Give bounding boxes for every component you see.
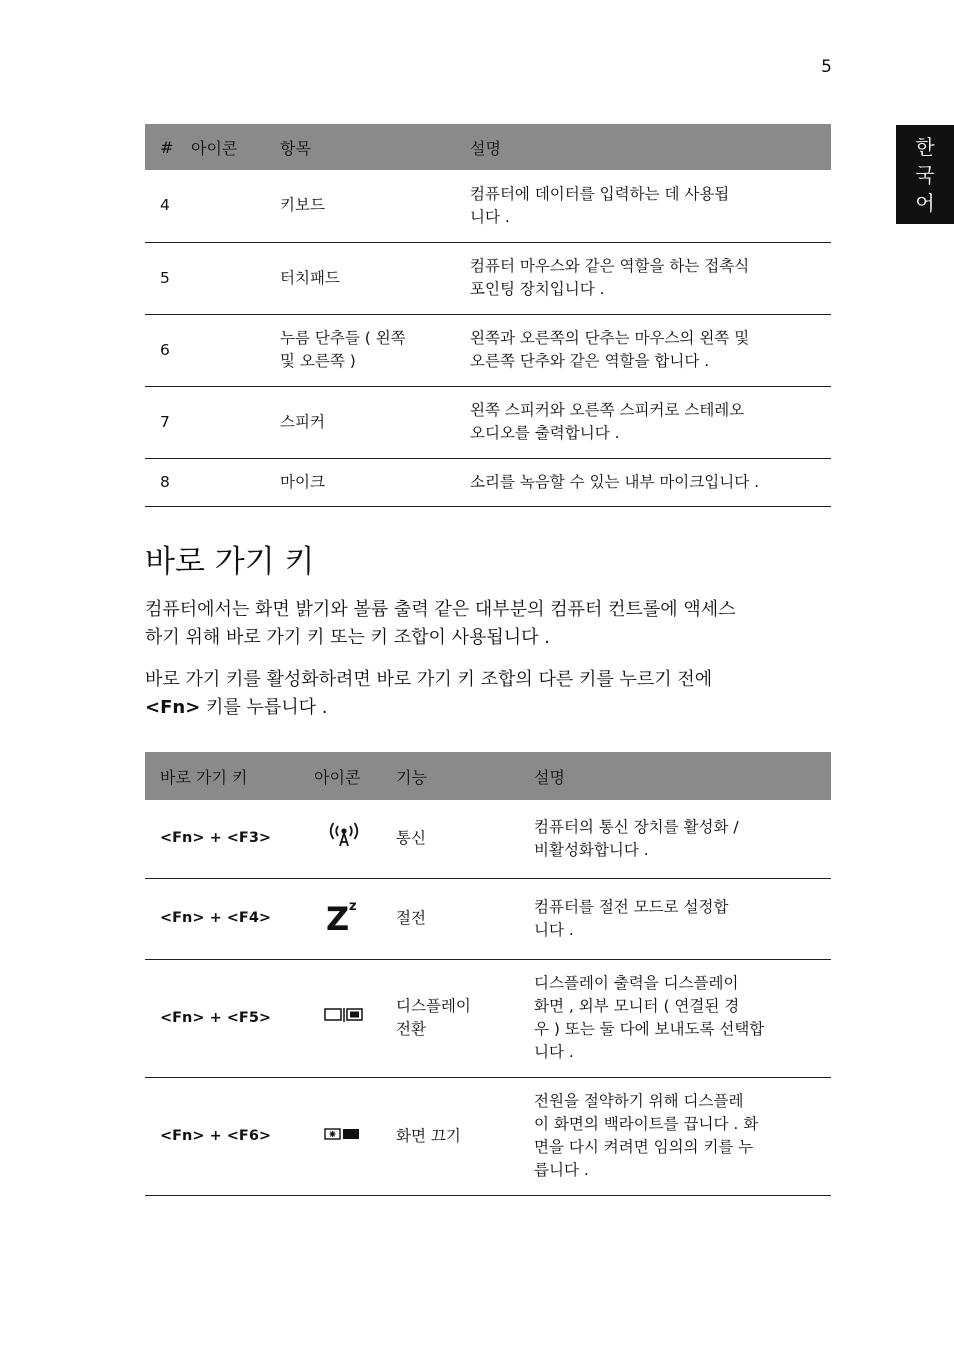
parts-table [145, 124, 831, 507]
hotkey-description: 디스플레이 출력을 디스플레이 화면 , 외부 모니터 ( 연결된 경 우 ) 또는 둘 다에 보내도록 선택합 니다 . [534, 959, 831, 1077]
sleep-icon [324, 896, 364, 941]
language-tab-char: 어 [915, 190, 935, 215]
table-header-row [145, 124, 831, 170]
column-header-number: # [145, 124, 191, 170]
table-row [145, 458, 831, 506]
row-item: 키보드 [280, 170, 470, 242]
hotkey-table [145, 752, 831, 1196]
table-row [145, 242, 831, 314]
hotkey-combo: <Fn> + <F3> [145, 800, 314, 878]
row-icon-cell [314, 800, 396, 878]
section-title: 바로 가기 키 [145, 544, 315, 580]
row-description: 컴퓨터에 데이터를 입력하는 데 사용됩 니다 . [470, 170, 831, 242]
hotkey-description: 컴퓨터의 통신 장치를 활성화 / 비활성화합니다 . [534, 800, 831, 878]
hotkey-combo: <Fn> + <F5> [145, 959, 314, 1077]
row-item: 스피커 [280, 386, 470, 458]
column-header-function: 기능 [396, 752, 534, 800]
row-icon-cell [191, 314, 280, 386]
display-switch-icon [324, 1007, 364, 1030]
row-icon-cell [191, 458, 280, 506]
wireless-icon [324, 820, 364, 857]
row-icon-cell [314, 878, 396, 959]
language-tab [896, 125, 954, 224]
row-item: 누름 단추들 ( 왼쪽 및 오른쪽 ) [280, 314, 470, 386]
row-description: 컴퓨터 마우스와 같은 역할을 하는 접촉식 포인팅 장치입니다 . [470, 242, 831, 314]
hotkey-description: 컴퓨터를 절전 모드로 설정합 니다 . [534, 878, 831, 959]
column-header-item: 항목 [280, 124, 470, 170]
page-number: 5 [821, 57, 832, 77]
row-description: 왼쪽과 오른쪽의 단추는 마우스의 왼쪽 및 오른쪽 단추와 같은 역할을 합니다 . [470, 314, 831, 386]
table-header-row [145, 752, 831, 800]
row-item: 마이크 [280, 458, 470, 506]
column-header-description: 설명 [534, 752, 831, 800]
fn-instruction-paragraph: 바로 가기 키를 활성화하려면 바로 가기 키 조합의 다른 키를 누르기 전에 <Fn> 키를 누릅니다 . [145, 669, 713, 718]
row-number: 7 [145, 386, 191, 458]
hotkey-function: 통신 [396, 800, 534, 878]
svg-text:Z: Z [326, 900, 350, 934]
row-icon-cell [191, 170, 280, 242]
table-row [145, 800, 831, 878]
row-description: 왼쪽 스피커와 오른쪽 스피커로 스테레오 오디오를 출력합니다 . [470, 386, 831, 458]
language-tab-char: 한 [915, 134, 935, 159]
row-number: 5 [145, 242, 191, 314]
row-number: 4 [145, 170, 191, 242]
row-icon-cell [314, 1077, 396, 1195]
table-row [145, 878, 831, 959]
hotkey-function: 화면 끄기 [396, 1077, 534, 1195]
intro-paragraph: 컴퓨터에서는 화면 밝기와 볼륨 출력 같은 대부분의 컴퓨터 컨트롤에 액세스 하기 위해 바로 가기 키 또는 키 조합이 사용됩니다 . [145, 599, 736, 648]
hotkey-description: 전원을 절약하기 위해 디스플레 이 화면의 백라이트를 끕니다 . 화 면을 다시 켜려면 임의의 키를 누 릅니다 . [534, 1077, 831, 1195]
column-header-icon: 아이콘 [191, 124, 280, 170]
fn-key-label: <Fn> [145, 697, 201, 718]
hotkey-function: 디스플레이 전환 [396, 959, 534, 1077]
hotkey-combo: <Fn> + <F4> [145, 878, 314, 959]
row-icon-cell [191, 242, 280, 314]
row-icon-cell [191, 386, 280, 458]
row-item: 터치패드 [280, 242, 470, 314]
svg-text:z: z [349, 899, 357, 914]
table-row [145, 314, 831, 386]
column-header-icon: 아이콘 [314, 752, 396, 800]
column-header-hotkey: 바로 가기 키 [145, 752, 314, 800]
row-number: 8 [145, 458, 191, 506]
row-description: 소리를 녹음할 수 있는 내부 마이크입니다 . [470, 458, 831, 506]
table-row [145, 959, 831, 1077]
table-row [145, 1077, 831, 1195]
table-row [145, 386, 831, 458]
table-row [145, 170, 831, 242]
column-header-description: 설명 [470, 124, 831, 170]
hotkey-combo: <Fn> + <F6> [145, 1077, 314, 1195]
language-tab-char: 국 [915, 162, 935, 187]
hotkey-function: 절전 [396, 878, 534, 959]
row-number: 6 [145, 314, 191, 386]
row-icon-cell [314, 959, 396, 1077]
screen-off-icon [324, 1125, 364, 1148]
